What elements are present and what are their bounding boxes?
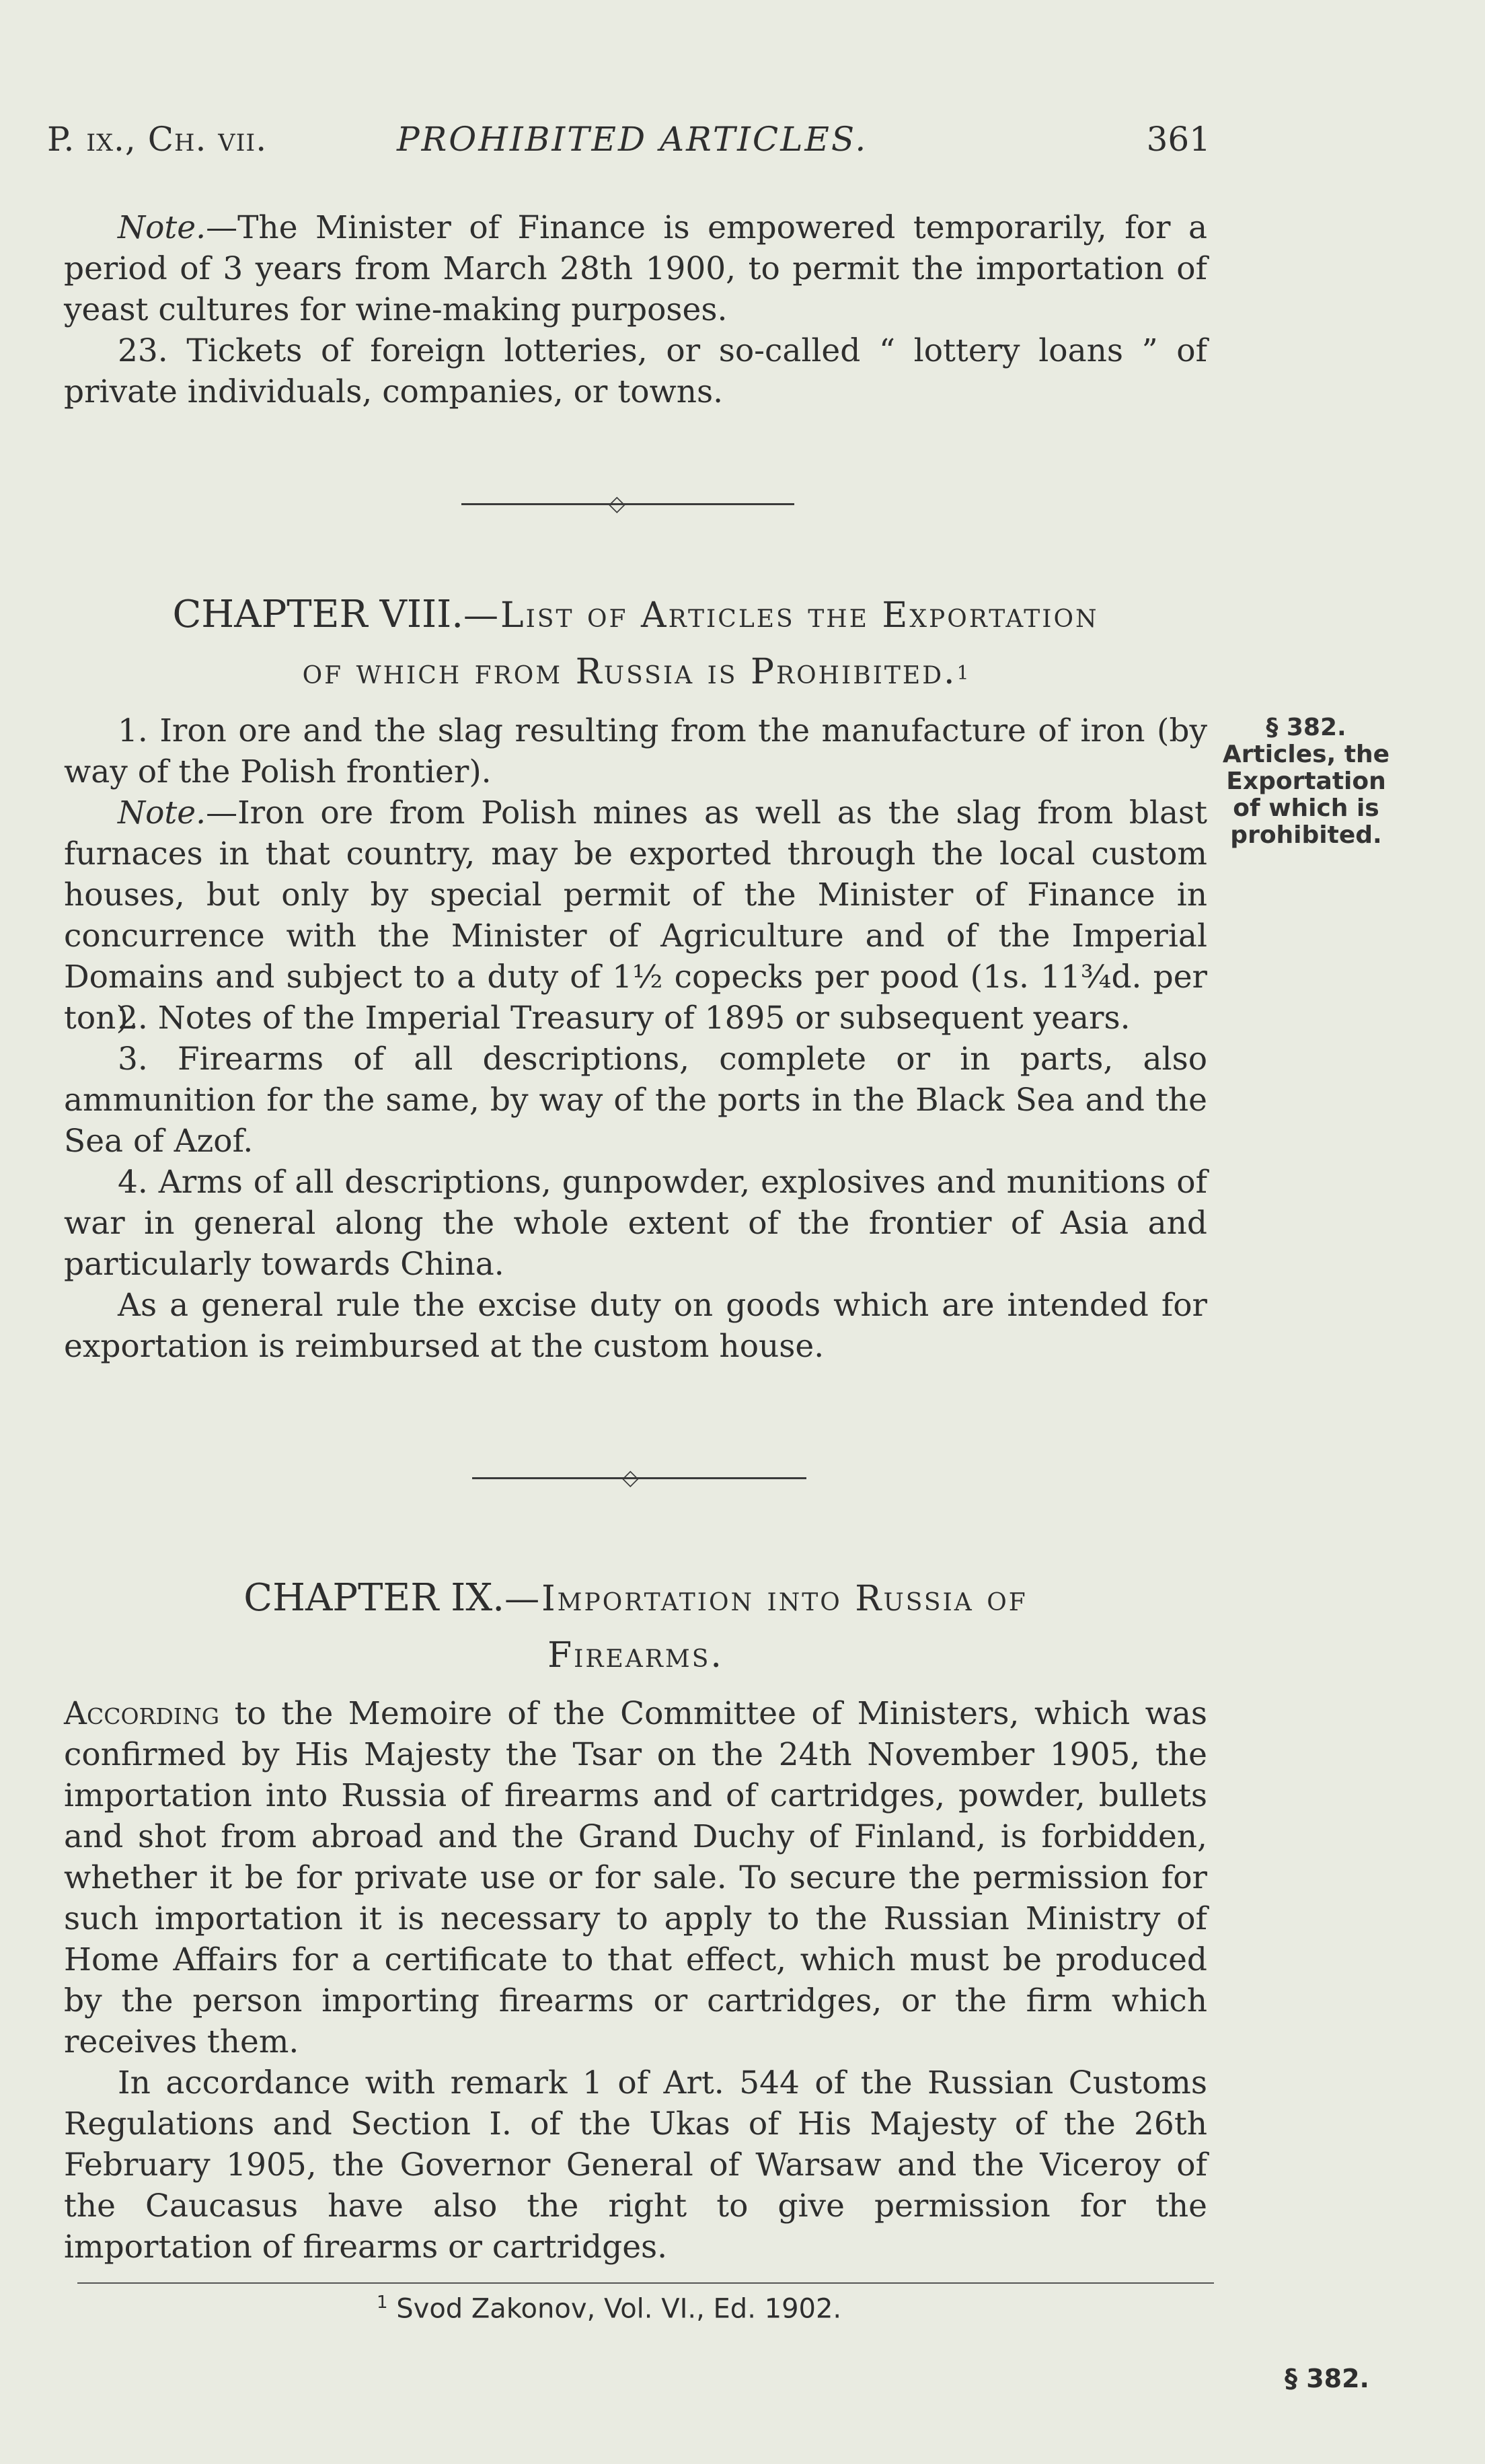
running-head bbox=[47, 120, 1211, 167]
page-number: 361 bbox=[1146, 120, 1211, 159]
note-text: —The Minister of Finance is empowered temporarily, for a period of 3 years from March 28th 1900, to permit the importation of yeast cultures for wine-making purposes. bbox=[64, 209, 1207, 328]
divider-ornament-icon: ◇ bbox=[622, 1464, 639, 1490]
lead-word: According bbox=[64, 1695, 220, 1732]
item-23-paragraph bbox=[64, 330, 1207, 412]
chapter-8-heading bbox=[64, 591, 1207, 704]
running-head-title: PROHIBITED ARTICLES. bbox=[397, 120, 868, 159]
chapter-9-paragraph-1: According to the Memoire of the Committee of Ministers, which was confirmed by His Majesty the Tsar on the 24th November 1905, the importation into Russia of firearms and of cartridges, powder, bullets and shot from abroad and the Grand Duchy of Finland, is forbidden, whether it be for private use or for sale. To secure the permission for such importation it is necessary to apply to the Russian Ministry of Home Affairs for a certificate to that effect, which must be produced by the person importing firearms or cartridges, or the firm which receives them. bbox=[64, 1695, 1207, 2060]
footnote-mark: 1 bbox=[956, 661, 969, 684]
chapter-8-item-3: 3. Firearms of all descriptions, complete or in parts, also ammunition for the same, by way of the ports in the Black Sea and the Sea of Azof. bbox=[64, 1041, 1207, 1160]
chapter-9-paragraph-2: In accordance with remark 1 of Art. 544 of the Russian Customs Regulations and Section I. of the Ukas of His Majesty of the 26th February 1905, the Governor General of Warsaw and the Viceroy of the Caucasus have also the right to give permission for the importation of firearms or cartridges. bbox=[64, 2064, 1207, 2266]
chapter-8-general-rule: As a general rule the excise duty on goods which are intended for exportation is reimbursed at the custom house. bbox=[64, 1287, 1207, 1365]
chapter-9-heading-line1: CHAPTER IX.—Importation into Russia of bbox=[243, 1576, 1028, 1620]
margin-note bbox=[1219, 714, 1394, 849]
footnote-mark: 1 bbox=[377, 2292, 388, 2313]
chapter-8-item-1: 1. Iron ore and the slag resulting from the manufacture of iron (by way of the Polish frontier). bbox=[64, 712, 1207, 790]
chapter-8-item-2: 2. Notes of the Imperial Treasury of 1895 or subsequent years. bbox=[118, 1000, 1131, 1037]
chapter-9-heading bbox=[64, 1574, 1207, 1688]
divider-ornament-icon: ◇ bbox=[609, 490, 625, 516]
margin-note-section: § 382. bbox=[1266, 714, 1346, 741]
page-signature: § 382. bbox=[1285, 2364, 1369, 2393]
note-label: Note. bbox=[118, 209, 206, 246]
chapter-8-note: Note.—Iron ore from Polish mines as well as the slag from blast furnaces in that country, may be exported through the local custom houses, but only by special permit of the Minister of Finance in concurrence with the Minister of Agriculture and of the Imperial Domains and subject to a duty of 1½ copecks per pood (1s. 11¾d. per ton). bbox=[64, 794, 1207, 1037]
item-23-text: 23. Tickets of foreign lotteries, or so-called “ lottery loans ” of private individuals, companies, or towns. bbox=[64, 332, 1207, 410]
chapter-9-heading-line2: Firearms. bbox=[547, 1635, 724, 1676]
chapter-8-item-4: 4. Arms of all descriptions, gunpowder, explosives and munitions of war in general along the whole extent of the frontier of Asia and particularly towards China. bbox=[64, 1164, 1207, 1283]
chapter-8-heading-line1: CHAPTER VIII.—List of Articles the Exportation bbox=[172, 593, 1099, 636]
footnote-rule bbox=[77, 2282, 1214, 2284]
chapter-8-heading-line2: of which from Russia is Prohibited.$^1$ bbox=[302, 652, 969, 692]
section-divider-rule bbox=[461, 503, 794, 505]
section-divider-rule bbox=[472, 1477, 806, 1479]
note-yeast-paragraph bbox=[64, 207, 1207, 330]
note-label: Note. bbox=[118, 794, 206, 831]
margin-note-text: Articles, the Exportation of which is prohibited. bbox=[1222, 741, 1390, 849]
footnote bbox=[377, 2292, 841, 2324]
running-head-left: P. ix., Ch. vii. bbox=[47, 120, 268, 159]
footnote-text: Svod Zakonov, Vol. VI., Ed. 1902. bbox=[387, 2293, 842, 2325]
